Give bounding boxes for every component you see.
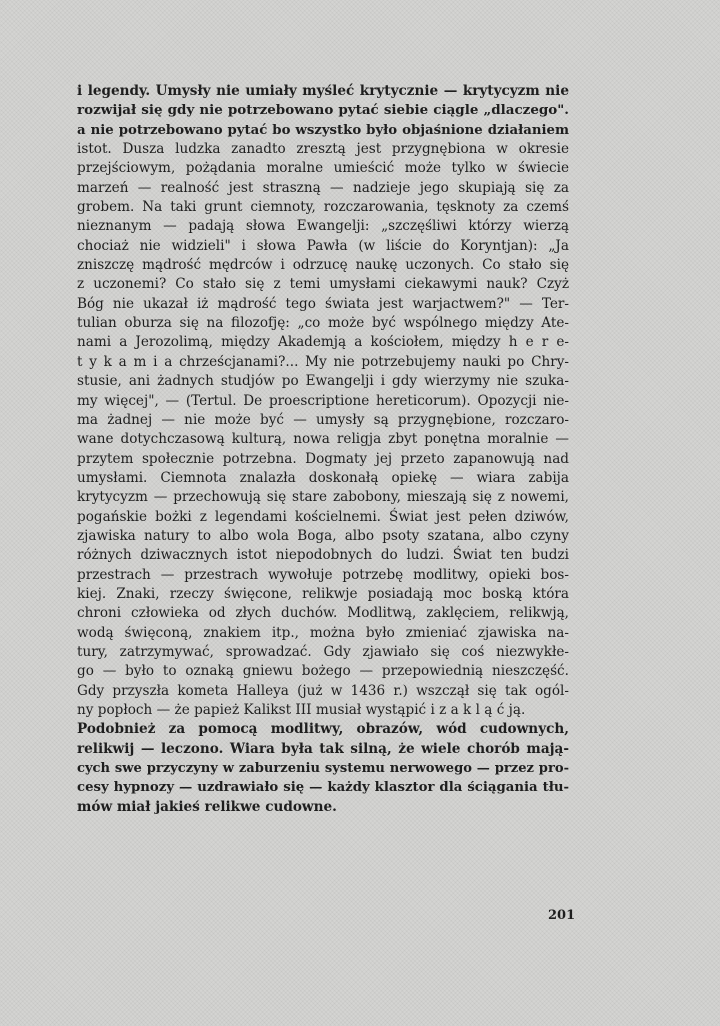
text-line: a nie potrzebowano pytać bo wszystko było objaśnione działaniem [77,122,569,138]
text-line: kiej. Znaki, rzeczy święcone, relikwje posiadają moc boską która [77,585,569,602]
text-line: cesy hypnozy — uzdrawiało się — każdy klasztor dla ściągania tłu- [77,780,569,796]
text-line: go — było to oznaką gniewu bożego — przepowiednią nieszczęść. [77,663,569,680]
text-line: relikwij — leczono. Wiara była tak silną, że wiele chorób mają- [77,740,569,757]
text-line: ny popłoch — że papież Kalikst III musiał wystąpić i z a k l ą ć ją. [77,702,526,718]
text-line: chroni człowieka od złych duchów. Modlitwą, zaklęciem, relikwją, [77,605,569,622]
page-number: 201 [548,908,576,923]
text-line: wodą święconą, znakiem itp., można było zmieniać zjawiska na- [77,624,569,641]
text-line: nieznanym — padają słowa Ewangelji: „szczęśliwi którzy wierzą [77,218,569,235]
text-line: tury, zatrzymywać, sprowadzać. Gdy zjawiało się coś niezwykłe- [77,643,569,660]
text-line: i legendy. Umysły nie umiały myśleć krytycznie — krytycyzm nie [77,83,569,99]
text-line: my więcej", — (Tertul. De proescriptione hereticorum). Opozycji nie- [77,392,569,409]
text-line: chociaż nie widzieli" i słowa Pawła (w liście do Koryntjan): „Ja [77,237,569,254]
body-text [77,82,569,817]
text-line: nami a Jerozolimą, między Akademją a kościołem, między h e r e- [77,334,569,351]
text-line: stusie, ani żadnych studjów po Ewangelji i gdy wierzymy nie szuka- [77,373,569,390]
text-line: ma żadnej — nie może być — umysły są przygnębione, rozczaro- [77,411,569,428]
text-line: t y k a m i a chrześcjanami?... My nie potrzebujemy nauki po Chry- [77,353,569,370]
text-line: różnych dziwacznych istot niepodobnych do ludzi. Świat ten budzi [77,547,569,564]
text-line: Podobnież za pomocą modlitwy, obrazów, wód cudownych, [77,721,569,738]
text-line: Bóg nie ukazał iż mądrość tego świata jest warjactwem?" — Ter- [77,295,569,312]
text-line: tulian oburza się na filozofję: „co może być wspólnego między Ate- [77,315,569,332]
text-line: rozwijał się gdy nie potrzebowano pytać siebie ciągle „dlaczego". [77,102,569,119]
text-line: Gdy przyszła kometa Halleya (już w 1436 r.) wszczął się tak ogól- [77,682,569,699]
text-line: grobem. Na taki grunt ciemnoty, rozczarowania, tęsknoty za czemś [77,199,569,216]
text-line: z uczonemi? Co stało się z temi umysłami ciekawymi nauk? Czyż [77,276,569,293]
text-line: przejściowym, pożądania moralne umieścić może tylko w świecie [77,160,569,177]
text-line: zjawiska natury to albo wola Boga, albo psoty szatana, albo czyny [77,527,569,544]
text-line: przestrach — przestrach wywołuje potrzebę modlitwy, opieki bos- [77,566,569,583]
text-line: przytem społecznie potrzebna. Dogmaty jej przeto zapanowują nad [77,450,569,467]
text-line: zniszczę mądrość mędrców i odrzucę naukę uczonych. Co stało się [77,257,569,274]
text-line: marzeń — realność jest straszną — nadzieje jego skupiają się za [77,179,569,196]
text-line: krytycyzm — przechowują się stare zabobony, mieszają się z nowemi, [77,489,569,506]
text-line: pogańskie bożki z legendami kościelnemi. Świat jest pełen dziwów, [77,508,569,525]
text-line: cych swe przyczyny w zaburzeniu systemu nerwowego — przez pro- [77,761,569,777]
text-line: istot. Dusza ludzka zanadto zresztą jest przygnębiona w okresie [77,141,569,158]
text-line: umysłami. Ciemnota znalazła doskonałą opiekę — wiara zabija [77,469,569,486]
text-line: wane dotychczasową kulturą, nowa religja zbyt ponętna moralnie — [77,431,569,448]
text-line: mów miał jakieś relikwe cudowne. [77,798,337,815]
